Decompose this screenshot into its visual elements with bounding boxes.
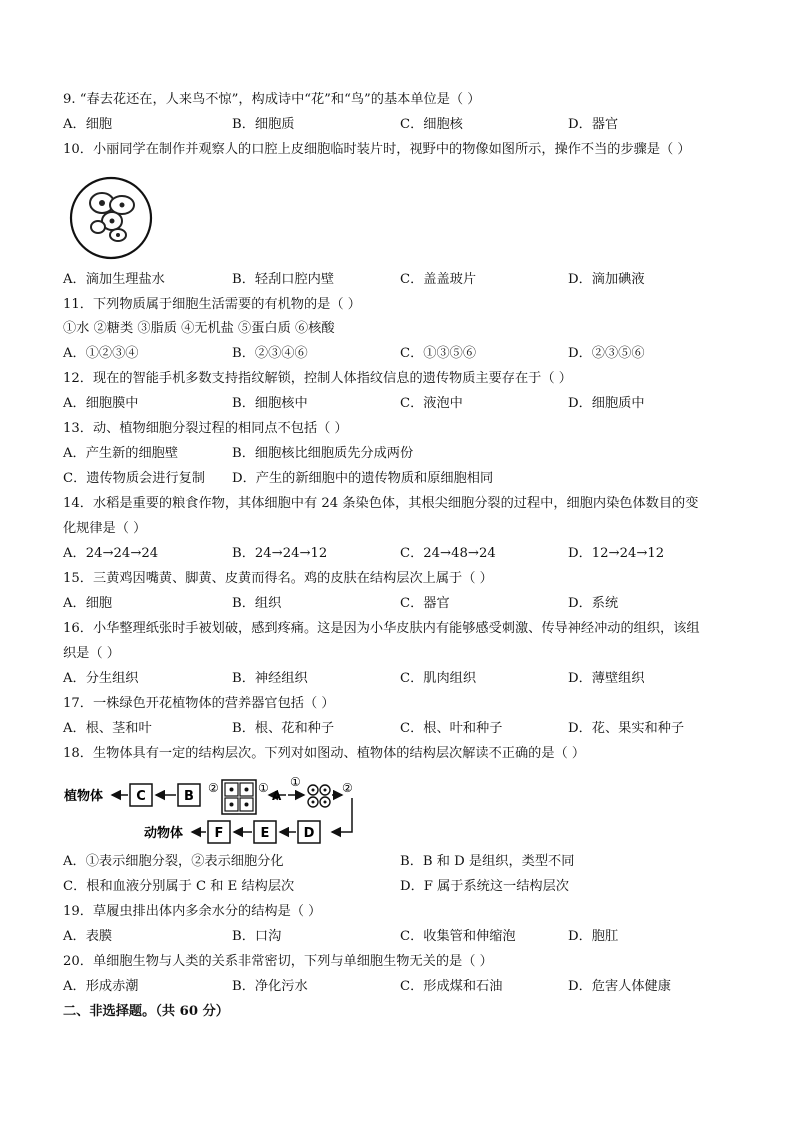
structure-levels-diagram <box>60 770 360 848</box>
question-12-option-c[interactable]: C．液泡中 <box>400 396 463 411</box>
question-15-option-a[interactable]: A．细胞 <box>63 596 113 611</box>
question-16-option-a[interactable]: A．分生组织 <box>63 671 139 686</box>
question-14-stem: 14．水稻是重要的粮食作物，其体细胞中有 24 条染色体，其根尖细胞分裂的过程中，细胞内染色体数目的变 <box>63 496 699 511</box>
question-13-stem: 13．动、植物细胞分裂过程的相同点不包括（ ） <box>63 421 348 436</box>
question-11-option-a[interactable]: A．①②③④ <box>63 346 139 361</box>
cell-cluster-icon <box>308 785 330 807</box>
question-18-option-a[interactable]: A．①表示细胞分裂，②表示细胞分化 <box>63 854 284 869</box>
question-12-stem: 12．现在的智能手机多数支持指纹解锁，控制人体指纹信息的遗传物质主要存在于（ ） <box>63 371 572 386</box>
label-a: A <box>272 789 282 803</box>
question-20-option-a[interactable]: A．形成赤潮 <box>63 979 139 994</box>
question-19-stem: 19．草履虫排出体内多余水分的结构是（ ） <box>63 904 322 919</box>
animal-label: 动物体 <box>144 826 184 841</box>
question-13-option-c[interactable]: C．遗传物质会进行复制 <box>63 471 205 486</box>
question-14-option-a[interactable]: A．24→24→24 <box>63 546 159 561</box>
question-20-option-b[interactable]: B．净化污水 <box>232 979 308 994</box>
question-11-option-c[interactable]: C．①③⑤⑥ <box>400 346 477 361</box>
cell-grid-icon <box>222 780 256 814</box>
question-18-option-c[interactable]: C．根和血液分别属于 C 和 E 结构层次 <box>63 879 295 894</box>
question-11-option-d[interactable]: D．②③⑤⑥ <box>568 346 645 361</box>
question-16-option-d[interactable]: D．薄壁组织 <box>568 671 645 686</box>
question-20-option-d[interactable]: D．危害人体健康 <box>568 979 671 994</box>
microscope-view-figure <box>68 175 154 261</box>
question-16-stem-cont: 织是（ ） <box>63 646 120 661</box>
question-11-option-b[interactable]: B．②③④⑥ <box>232 346 308 361</box>
box-e-label: E <box>260 826 270 841</box>
question-16-option-c[interactable]: C．肌肉组织 <box>400 671 477 686</box>
question-18-stem: 18．生物体具有一定的结构层次。下列对如图动、植物体的结构层次解读不正确的是（ ） <box>63 746 586 761</box>
plant-label: 植物体 <box>64 789 104 804</box>
question-12-option-a[interactable]: A．细胞膜中 <box>63 396 139 411</box>
question-13-option-b[interactable]: B．细胞核比细胞质先分成两份 <box>232 446 414 461</box>
question-9-stem: 9. “春去花还在，人来鸟不惊”，构成诗中“花”和“鸟”的基本单位是（ ） <box>63 92 481 107</box>
question-19-option-d[interactable]: D．胞肛 <box>568 929 619 944</box>
question-12-option-d[interactable]: D．细胞质中 <box>568 396 645 411</box>
box-f-label: F <box>214 826 224 841</box>
section-title: 二、非选择题。（共 60 分） <box>63 1004 229 1019</box>
question-10-option-a[interactable]: A．滴加生理盐水 <box>63 272 165 287</box>
question-20-option-c[interactable]: C．形成煤和石油 <box>400 979 503 994</box>
step-2-marker-right: ② <box>342 781 353 795</box>
question-18-option-b[interactable]: B．B 和 D 是组织，类型不同 <box>400 854 575 869</box>
question-9-option-a[interactable]: A．细胞 <box>63 117 113 132</box>
question-17-option-a[interactable]: A．根、茎和叶 <box>63 721 152 736</box>
question-20-stem: 20．单细胞生物与人类的关系非常密切，下列与单细胞生物无关的是（ ） <box>63 954 493 969</box>
step-2-marker-left: ② <box>208 781 219 795</box>
question-19-option-b[interactable]: B．口沟 <box>232 929 282 944</box>
question-12-option-b[interactable]: B．细胞核中 <box>232 396 308 411</box>
question-16-option-b[interactable]: B．神经组织 <box>232 671 308 686</box>
question-11-stem: 11．下列物质属于细胞生活需要的有机物的是（ ） <box>63 297 361 312</box>
question-14-option-c[interactable]: C．24→48→24 <box>400 546 496 561</box>
question-14-stem-cont: 化规律是（ ） <box>63 521 147 536</box>
question-9-option-c[interactable]: C．细胞核 <box>400 117 463 132</box>
question-10-stem: 10．小丽同学在制作并观察人的口腔上皮细胞临时装片时，视野中的物像如图所示，操作不当的步骤是（ ） <box>63 142 691 157</box>
question-9-option-b[interactable]: B．细胞质 <box>232 117 295 132</box>
question-19-option-c[interactable]: C．收集管和伸缩泡 <box>400 929 516 944</box>
step-1-marker-left: ① <box>258 781 269 795</box>
question-17-option-d[interactable]: D．花、果实和种子 <box>568 721 685 736</box>
question-15-option-b[interactable]: B．组织 <box>232 596 282 611</box>
question-16-stem: 16．小华整理纸张时手被划破，感到疼痛。这是因为小华皮肤内有能够感受刺激、传导神经冲动的组织，该组 <box>63 621 700 636</box>
question-10-option-b[interactable]: B．轻刮口腔内壁 <box>232 272 335 287</box>
question-14-option-d[interactable]: D．12→24→12 <box>568 546 665 561</box>
question-9-option-d[interactable]: D．器官 <box>568 117 619 132</box>
step-1-marker-right: ① <box>290 775 301 789</box>
box-c-label: C <box>136 789 146 804</box>
question-11-substances: ①水 ②糖类 ③脂质 ④无机盐 ⑤蛋白质 ⑥核酸 <box>63 321 335 336</box>
question-13-option-a[interactable]: A．产生新的细胞壁 <box>63 446 179 461</box>
question-19-option-a[interactable]: A．表膜 <box>63 929 113 944</box>
question-15-option-d[interactable]: D．系统 <box>568 596 619 611</box>
question-10-option-c[interactable]: C．盖盖玻片 <box>400 272 477 287</box>
question-17-stem: 17．一株绿色开花植物体的营养器官包括（ ） <box>63 696 335 711</box>
question-10-option-d[interactable]: D．滴加碘液 <box>568 272 645 287</box>
question-15-option-c[interactable]: C．器官 <box>400 596 450 611</box>
question-14-option-b[interactable]: B．24→24→12 <box>232 546 328 561</box>
box-d-label: D <box>303 826 315 841</box>
question-17-option-b[interactable]: B．根、花和种子 <box>232 721 335 736</box>
question-18-option-d[interactable]: D．F 属于系统这一结构层次 <box>400 879 569 894</box>
question-15-stem: 15．三黄鸡因嘴黄、脚黄、皮黄而得名。鸡的皮肤在结构层次上属于（ ） <box>63 571 493 586</box>
box-b-label: B <box>184 789 194 804</box>
question-13-option-d[interactable]: D．产生的新细胞中的遗传物质和原细胞相同 <box>232 471 494 486</box>
question-17-option-c[interactable]: C．根、叶和种子 <box>400 721 503 736</box>
